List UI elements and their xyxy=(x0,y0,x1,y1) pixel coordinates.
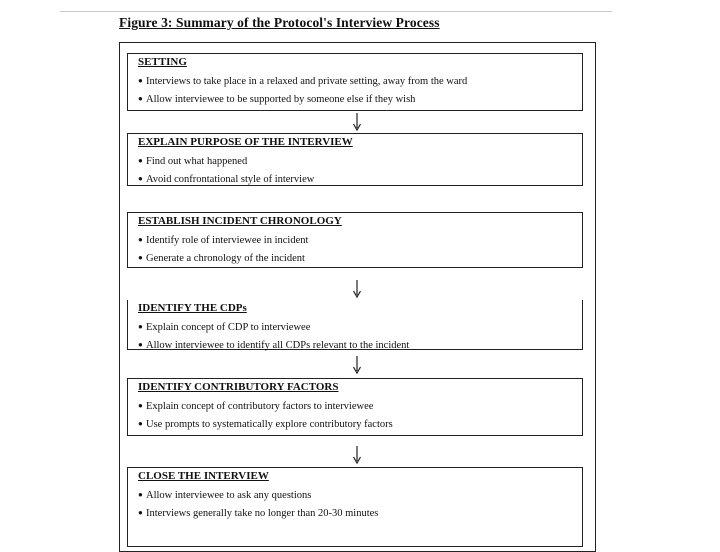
bullet-icon: ● xyxy=(138,76,143,85)
bullet-icon: ● xyxy=(138,94,143,103)
stage-item-text: Allow interviewee to be supported by someone else if they wish xyxy=(146,94,416,105)
bullet-icon: ● xyxy=(138,508,143,517)
stage-item xyxy=(138,318,409,336)
stage-title: IDENTIFY CONTRIBUTORY FACTORS xyxy=(138,381,339,393)
stage-item-list xyxy=(138,152,314,188)
stage-item-text: Avoid confrontational style of interview xyxy=(146,174,315,185)
stage-item-text: Explain concept of contributory factors to interviewee xyxy=(146,401,374,412)
stage-item-list xyxy=(138,397,393,433)
stage-item-text: Generate a chronology of the incident xyxy=(146,253,305,264)
bullet-icon: ● xyxy=(138,156,143,165)
stage-item xyxy=(138,415,393,433)
stage-title: CLOSE THE INTERVIEW xyxy=(138,470,269,482)
stage-item-text: Explain concept of CDP to interviewee xyxy=(146,322,311,333)
bullet-icon: ● xyxy=(138,174,143,183)
bullet-icon: ● xyxy=(138,401,143,410)
bullet-icon: ● xyxy=(138,322,143,331)
stage-item xyxy=(138,152,314,170)
bullet-icon: ● xyxy=(138,253,143,262)
stage-item-text: Interviews generally take no longer than 20-30 minutes xyxy=(146,508,379,519)
stage-title: ESTABLISH INCIDENT CHRONOLOGY xyxy=(138,215,342,227)
stage-title: SETTING xyxy=(138,56,187,68)
stage-establish-chronology xyxy=(127,212,583,268)
stage-item-text: Allow interviewee to identify all CDPs relevant to the incident xyxy=(146,340,410,351)
stage-item-text: Allow interviewee to ask any questions xyxy=(146,490,312,501)
stage-identify-factors xyxy=(127,378,583,436)
top-rule xyxy=(60,11,612,12)
stage-item xyxy=(138,486,378,504)
bullet-icon: ● xyxy=(138,340,143,349)
bullet-icon: ● xyxy=(138,419,143,428)
stage-item-list xyxy=(138,486,378,522)
stage-item xyxy=(138,72,467,90)
bullet-icon: ● xyxy=(138,235,143,244)
stage-item-list xyxy=(138,231,308,267)
stage-item-text: Find out what happened xyxy=(146,156,248,167)
stage-item xyxy=(138,504,378,522)
stage-item-list xyxy=(138,318,409,354)
arrow-down-icon xyxy=(351,112,363,132)
stage-item-list xyxy=(138,72,467,108)
stage-item xyxy=(138,90,467,108)
stage-title: IDENTIFY THE CDPs xyxy=(138,302,247,314)
stage-title: EXPLAIN PURPOSE OF THE INTERVIEW xyxy=(138,136,353,148)
arrow-down-icon xyxy=(351,445,363,465)
stage-item xyxy=(138,397,393,415)
stage-item-text: Interviews to take place in a relaxed and private setting, away from the ward xyxy=(146,76,468,87)
stage-setting xyxy=(127,53,583,111)
stage-item xyxy=(138,336,409,354)
arrow-down-icon xyxy=(351,279,363,299)
bullet-icon: ● xyxy=(138,490,143,499)
arrow-down-icon xyxy=(351,355,363,375)
stage-explain-purpose xyxy=(127,133,583,186)
figure-title: Figure 3: Summary of the Protocol's Interview Process xyxy=(119,15,440,30)
stage-item xyxy=(138,231,308,249)
stage-item xyxy=(138,249,308,267)
stage-identify-cdps xyxy=(127,300,583,350)
stage-item-text: Use prompts to systematically explore contributory factors xyxy=(146,419,393,430)
stage-close-interview xyxy=(127,467,583,547)
stage-item-text: Identify role of interviewee in incident xyxy=(146,235,309,246)
stage-item xyxy=(138,170,314,188)
